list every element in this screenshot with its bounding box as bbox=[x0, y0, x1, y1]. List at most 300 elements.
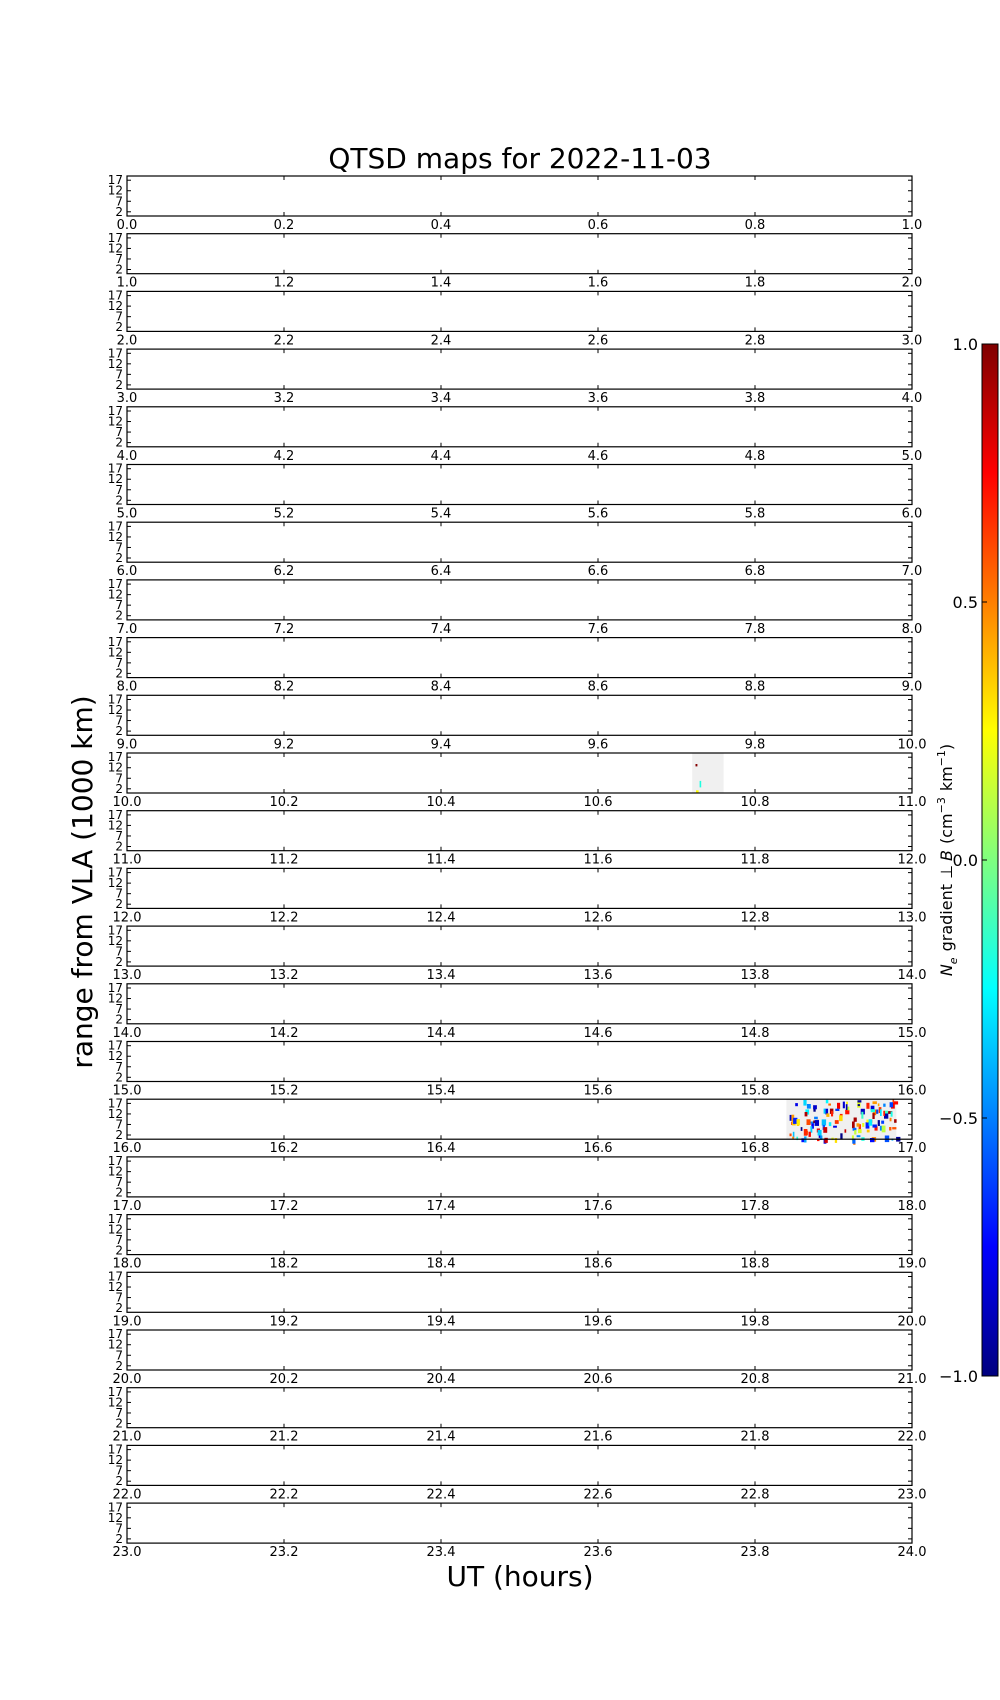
x-tick-label: 9.0 bbox=[116, 737, 138, 753]
x-tick-label: 1.6 bbox=[587, 275, 609, 291]
y-tick-label: 7 bbox=[115, 944, 123, 959]
cbar-grad: gradient ⊥ bbox=[937, 864, 956, 952]
heatmap-cell bbox=[892, 1127, 896, 1129]
panel-2-plot-area bbox=[127, 291, 912, 331]
x-tick-label: 11.0 bbox=[897, 795, 927, 810]
x-tick-label: 20.8 bbox=[740, 1372, 770, 1387]
heatmap-cell bbox=[869, 1119, 873, 1126]
x-tick-label: 2.2 bbox=[273, 333, 295, 349]
heatmap-cell bbox=[891, 1112, 893, 1117]
panel-8-plot-area bbox=[127, 638, 912, 678]
panel-14 bbox=[108, 981, 927, 1041]
heatmap-cell bbox=[824, 1138, 827, 1143]
heatmap-cell bbox=[871, 1109, 875, 1112]
y-tick-label: 7 bbox=[115, 367, 123, 382]
x-tick-label: 6.4 bbox=[430, 564, 452, 580]
y-tick-label: 7 bbox=[115, 886, 123, 901]
heatmap-cell bbox=[828, 1104, 831, 1106]
x-tick-label: 19.8 bbox=[740, 1314, 770, 1330]
heatmap-cell bbox=[824, 1109, 826, 1114]
y-tick-label: 2 bbox=[115, 320, 123, 335]
heatmap-cell bbox=[854, 1118, 857, 1122]
y-tick-label: 2 bbox=[115, 1358, 123, 1373]
x-tick-label: 3.0 bbox=[116, 391, 138, 407]
heatmap-cell bbox=[861, 1112, 863, 1119]
y-tick-label: 7 bbox=[115, 425, 123, 440]
x-tick-label: 16.2 bbox=[269, 1141, 299, 1157]
x-tick-label: 12.0 bbox=[112, 910, 142, 926]
heatmap-cell bbox=[866, 1120, 868, 1123]
y-tick-label: 12 bbox=[107, 1337, 123, 1352]
x-tick-label: 10.0 bbox=[112, 795, 142, 810]
heatmap-cell bbox=[894, 1119, 897, 1123]
y-tick-label: 2 bbox=[115, 1127, 123, 1142]
heatmap-cell bbox=[881, 1121, 884, 1124]
y-tick-label: 2 bbox=[115, 1243, 123, 1258]
x-tick-label: 15.6 bbox=[583, 1083, 613, 1099]
y-tick-label: 12 bbox=[107, 183, 123, 198]
x-tick-label: 13.6 bbox=[583, 968, 613, 984]
x-tick-label: 17.8 bbox=[740, 1198, 770, 1214]
x-tick-label: 20.4 bbox=[426, 1372, 456, 1387]
heatmap-cell bbox=[894, 1101, 898, 1104]
y-tick-label: 12 bbox=[107, 1106, 123, 1121]
heatmap-cell bbox=[839, 1115, 843, 1121]
y-tick-label: 2 bbox=[115, 724, 123, 739]
y-axis-label: range from VLA (1000 km) bbox=[66, 695, 99, 1069]
cbar-ne: N bbox=[937, 964, 956, 977]
x-tick-label: 2.4 bbox=[430, 333, 452, 349]
heatmap-cell bbox=[867, 1130, 870, 1133]
y-tick-label: 7 bbox=[115, 828, 123, 843]
x-tick-label: 15.0 bbox=[897, 1025, 927, 1041]
panel-17-plot-area bbox=[127, 1157, 912, 1197]
y-tick-label: 7 bbox=[115, 1232, 123, 1247]
panel-15 bbox=[108, 1039, 927, 1099]
panel-9-plot-area bbox=[127, 695, 912, 735]
x-axis-label: UT (hours) bbox=[446, 1560, 594, 1593]
heatmap-cell bbox=[883, 1104, 885, 1107]
x-tick-label: 10.6 bbox=[583, 795, 613, 810]
heatmap-cell bbox=[845, 1110, 849, 1114]
x-tick-label: 21.2 bbox=[269, 1429, 299, 1445]
heatmap-cell bbox=[873, 1101, 877, 1104]
y-tick-label: 17 bbox=[107, 461, 123, 476]
x-tick-label: 23.8 bbox=[740, 1545, 770, 1561]
x-tick-label: 19.6 bbox=[583, 1314, 613, 1330]
panel-11-plot-area bbox=[127, 811, 912, 851]
y-tick-label: 7 bbox=[115, 1463, 123, 1478]
x-tick-label: 13.0 bbox=[897, 910, 927, 926]
x-tick-label: 15.4 bbox=[426, 1083, 456, 1099]
panel-13 bbox=[108, 923, 927, 983]
x-tick-label: 17.2 bbox=[269, 1198, 299, 1214]
x-tick-label: 13.8 bbox=[740, 968, 770, 984]
heatmap-cell bbox=[833, 1126, 837, 1128]
heatmap-cell bbox=[792, 1137, 794, 1139]
y-tick-label: 2 bbox=[115, 1185, 123, 1200]
colorbar-tick-label: −0.5 bbox=[939, 1109, 978, 1128]
y-tick-label: 12 bbox=[107, 414, 123, 429]
y-tick-label: 17 bbox=[107, 577, 123, 592]
x-tick-label: 19.0 bbox=[897, 1256, 927, 1272]
panel-2 bbox=[108, 289, 923, 349]
x-tick-label: 19.4 bbox=[426, 1314, 456, 1330]
x-tick-label: 12.8 bbox=[740, 910, 770, 926]
heatmap-cell bbox=[858, 1100, 862, 1102]
x-tick-label: 5.0 bbox=[116, 506, 138, 522]
y-tick-label: 7 bbox=[115, 482, 123, 497]
y-tick-label: 17 bbox=[107, 1154, 123, 1169]
heatmap-cell bbox=[700, 781, 702, 788]
y-tick-label: 17 bbox=[107, 1269, 123, 1284]
y-tick-label: 7 bbox=[115, 1059, 123, 1074]
colorbar bbox=[935, 335, 998, 1386]
x-tick-label: 23.0 bbox=[112, 1545, 142, 1561]
cbar-bvec: B bbox=[937, 850, 956, 861]
x-tick-label: 6.8 bbox=[744, 564, 766, 580]
y-tick-label: 12 bbox=[107, 876, 123, 891]
y-tick-label: 7 bbox=[115, 1521, 123, 1536]
masked-background bbox=[692, 753, 723, 793]
panel-5 bbox=[108, 462, 923, 522]
y-tick-label: 17 bbox=[107, 1442, 123, 1457]
y-tick-label: 12 bbox=[107, 1280, 123, 1295]
x-tick-label: 19.2 bbox=[269, 1314, 299, 1330]
x-tick-label: 10.2 bbox=[269, 795, 299, 810]
y-tick-label: 12 bbox=[107, 1453, 123, 1468]
panel-23 bbox=[108, 1500, 927, 1560]
x-tick-label: 22.8 bbox=[740, 1487, 770, 1503]
panel-10-data-region-0 bbox=[692, 753, 723, 793]
heatmap-cell bbox=[872, 1113, 874, 1119]
heatmap-cell bbox=[854, 1130, 856, 1134]
y-tick-label: 17 bbox=[107, 1096, 123, 1111]
heatmap-cell bbox=[822, 1119, 826, 1125]
heatmap-cell bbox=[803, 1100, 806, 1106]
x-tick-label: 1.4 bbox=[430, 275, 452, 291]
panel-17 bbox=[108, 1154, 927, 1214]
x-tick-label: 23.2 bbox=[269, 1545, 299, 1561]
panel-3 bbox=[108, 346, 923, 406]
y-tick-label: 2 bbox=[115, 377, 123, 392]
x-tick-label: 12.6 bbox=[583, 910, 613, 926]
heatmap-cell bbox=[829, 1122, 832, 1126]
x-tick-label: 22.2 bbox=[269, 1487, 299, 1503]
y-tick-label: 7 bbox=[115, 1290, 123, 1305]
heatmap-cell bbox=[807, 1119, 811, 1125]
x-tick-label: 17.4 bbox=[426, 1198, 456, 1214]
y-tick-label: 7 bbox=[115, 251, 123, 266]
x-tick-label: 20.6 bbox=[583, 1372, 613, 1387]
x-tick-label: 5.6 bbox=[587, 506, 609, 522]
heatmap-cell bbox=[890, 1118, 892, 1122]
x-tick-label: 1.2 bbox=[273, 275, 295, 291]
x-tick-label: 8.6 bbox=[587, 679, 609, 695]
y-tick-label: 12 bbox=[107, 299, 123, 314]
x-tick-label: 1.0 bbox=[116, 275, 138, 291]
x-tick-label: 7.4 bbox=[430, 621, 452, 637]
heatmap-cell bbox=[819, 1136, 821, 1138]
heatmap-cell bbox=[797, 1119, 800, 1125]
heatmap-cell bbox=[826, 1100, 829, 1104]
x-tick-label: 22.6 bbox=[583, 1487, 613, 1503]
y-tick-label: 2 bbox=[115, 1070, 123, 1085]
x-tick-label: 8.4 bbox=[430, 679, 452, 695]
panel-14-plot-area bbox=[127, 984, 912, 1024]
y-tick-label: 2 bbox=[115, 262, 123, 277]
y-tick-label: 2 bbox=[115, 1531, 123, 1546]
y-tick-label: 17 bbox=[107, 346, 123, 361]
x-tick-label: 2.0 bbox=[901, 275, 923, 291]
x-tick-label: 0.4 bbox=[430, 218, 452, 233]
y-tick-label: 2 bbox=[115, 897, 123, 912]
y-tick-label: 2 bbox=[115, 204, 123, 219]
x-tick-label: 7.2 bbox=[273, 621, 295, 637]
x-tick-label: 20.0 bbox=[112, 1372, 142, 1387]
cbar-units: (cm bbox=[937, 813, 956, 845]
heatmap-cell bbox=[857, 1135, 861, 1137]
x-tick-label: 12.4 bbox=[426, 910, 456, 926]
panels bbox=[108, 173, 927, 1560]
x-tick-label: 3.8 bbox=[744, 391, 766, 407]
heatmap-cell bbox=[807, 1104, 811, 1109]
y-tick-label: 7 bbox=[115, 598, 123, 613]
x-tick-label: 15.8 bbox=[740, 1083, 770, 1099]
x-tick-label: 15.0 bbox=[112, 1083, 142, 1099]
x-tick-label: 17.0 bbox=[112, 1198, 142, 1214]
y-tick-label: 7 bbox=[115, 1348, 123, 1363]
x-tick-label: 14.6 bbox=[583, 1025, 613, 1041]
x-tick-label: 23.0 bbox=[897, 1487, 927, 1503]
x-tick-label: 16.4 bbox=[426, 1141, 456, 1157]
y-tick-label: 2 bbox=[115, 493, 123, 508]
x-tick-label: 22.0 bbox=[897, 1429, 927, 1445]
cbar-close: ) bbox=[937, 743, 956, 751]
panel-7-plot-area bbox=[127, 580, 912, 620]
heatmap-cell bbox=[813, 1105, 817, 1109]
x-tick-label: 8.8 bbox=[744, 679, 766, 695]
y-tick-label: 2 bbox=[115, 608, 123, 623]
x-tick-label: 16.0 bbox=[112, 1141, 142, 1157]
x-tick-label: 0.8 bbox=[744, 218, 766, 233]
y-tick-label: 17 bbox=[107, 807, 123, 822]
x-tick-label: 8.2 bbox=[273, 679, 295, 695]
x-tick-label: 4.0 bbox=[116, 448, 138, 464]
panel-22 bbox=[108, 1443, 927, 1503]
x-tick-label: 21.8 bbox=[740, 1429, 770, 1445]
heatmap-cell bbox=[880, 1109, 882, 1116]
y-tick-label: 17 bbox=[107, 1211, 123, 1226]
x-tick-label: 4.8 bbox=[744, 448, 766, 464]
y-tick-label: 17 bbox=[107, 1500, 123, 1515]
x-tick-label: 20.0 bbox=[897, 1314, 927, 1330]
y-tick-label: 12 bbox=[107, 933, 123, 948]
panel-10-plot-area bbox=[127, 753, 912, 793]
panel-4-plot-area bbox=[127, 407, 912, 447]
x-tick-label: 5.2 bbox=[273, 506, 295, 522]
y-tick-label: 17 bbox=[107, 1384, 123, 1399]
x-tick-label: 13.0 bbox=[112, 968, 142, 984]
heatmap-cell bbox=[823, 1127, 827, 1133]
x-tick-label: 17.6 bbox=[583, 1198, 613, 1214]
panel-3-plot-area bbox=[127, 349, 912, 389]
x-tick-label: 16.0 bbox=[897, 1083, 927, 1099]
panel-7 bbox=[108, 577, 923, 637]
heatmap-cell bbox=[818, 1130, 822, 1136]
x-tick-label: 2.0 bbox=[116, 333, 138, 349]
panel-16-data-region-0 bbox=[786, 1099, 900, 1145]
x-tick-label: 18.2 bbox=[269, 1256, 299, 1272]
y-tick-label: 17 bbox=[107, 634, 123, 649]
y-tick-label: 2 bbox=[115, 666, 123, 681]
y-tick-label: 2 bbox=[115, 1012, 123, 1027]
y-tick-label: 12 bbox=[107, 472, 123, 487]
x-tick-label: 3.4 bbox=[430, 391, 452, 407]
panel-18 bbox=[108, 1212, 927, 1272]
x-tick-label: 10.4 bbox=[426, 795, 456, 810]
x-tick-label: 2.8 bbox=[744, 333, 766, 349]
heatmap-cell bbox=[801, 1127, 803, 1131]
panel-15-plot-area bbox=[127, 1042, 912, 1082]
heatmap-cell bbox=[873, 1125, 877, 1128]
panel-21 bbox=[108, 1385, 927, 1445]
heatmap-cell bbox=[696, 764, 698, 766]
heatmap-cell bbox=[814, 1117, 818, 1120]
y-tick-label: 12 bbox=[107, 1510, 123, 1525]
x-tick-label: 21.0 bbox=[897, 1372, 927, 1387]
y-tick-label: 7 bbox=[115, 1002, 123, 1017]
heatmap-cell bbox=[835, 1120, 839, 1124]
x-tick-label: 7.0 bbox=[901, 564, 923, 580]
y-tick-label: 12 bbox=[107, 1222, 123, 1237]
y-tick-label: 7 bbox=[115, 1117, 123, 1132]
panel-18-plot-area bbox=[127, 1215, 912, 1255]
colorbar-tick-label: 1.0 bbox=[952, 335, 978, 354]
y-tick-label: 7 bbox=[115, 771, 123, 786]
y-tick-label: 7 bbox=[115, 309, 123, 324]
x-tick-label: 15.2 bbox=[269, 1083, 299, 1099]
panel-10 bbox=[108, 750, 927, 810]
heatmap-cell bbox=[790, 1115, 792, 1121]
panel-5-plot-area bbox=[127, 465, 912, 505]
heatmap-cell bbox=[878, 1120, 880, 1126]
x-tick-label: 5.4 bbox=[430, 506, 452, 522]
heatmap-cell bbox=[889, 1127, 891, 1131]
x-tick-label: 7.6 bbox=[587, 621, 609, 637]
x-tick-label: 6.0 bbox=[116, 564, 138, 580]
y-tick-label: 7 bbox=[115, 713, 123, 728]
y-tick-label: 12 bbox=[107, 818, 123, 833]
y-tick-label: 12 bbox=[107, 529, 123, 544]
heatmap-cell bbox=[862, 1123, 864, 1127]
panel-13-plot-area bbox=[127, 926, 912, 966]
y-tick-label: 2 bbox=[115, 550, 123, 565]
x-tick-label: 11.4 bbox=[426, 852, 456, 868]
y-tick-label: 7 bbox=[115, 1405, 123, 1420]
x-tick-label: 13.2 bbox=[269, 968, 299, 984]
x-tick-label: 22.0 bbox=[112, 1487, 142, 1503]
colorbar-tick-label: −1.0 bbox=[939, 1367, 978, 1386]
y-tick-label: 7 bbox=[115, 655, 123, 670]
x-tick-label: 19.0 bbox=[112, 1314, 142, 1330]
x-tick-label: 18.4 bbox=[426, 1256, 456, 1272]
cbar-ne-sub: e bbox=[947, 957, 960, 965]
y-tick-label: 17 bbox=[107, 230, 123, 245]
y-tick-label: 12 bbox=[107, 1164, 123, 1179]
y-tick-label: 17 bbox=[107, 1327, 123, 1342]
x-tick-label: 1.8 bbox=[744, 275, 766, 291]
heatmap-cell bbox=[890, 1102, 893, 1107]
y-tick-label: 17 bbox=[107, 173, 123, 188]
x-tick-label: 23.4 bbox=[426, 1545, 456, 1561]
panel-6-plot-area bbox=[127, 522, 912, 562]
y-tick-label: 12 bbox=[107, 703, 123, 718]
y-tick-label: 12 bbox=[107, 645, 123, 660]
x-tick-label: 9.8 bbox=[744, 737, 766, 753]
panel-19 bbox=[108, 1270, 927, 1330]
panel-9 bbox=[108, 693, 927, 753]
heatmap-cell bbox=[835, 1109, 839, 1111]
y-tick-label: 2 bbox=[115, 954, 123, 969]
x-tick-label: 0.6 bbox=[587, 218, 609, 233]
x-tick-label: 8.0 bbox=[901, 621, 923, 637]
y-tick-label: 2 bbox=[115, 781, 123, 796]
x-tick-label: 14.4 bbox=[426, 1025, 456, 1041]
panel-0 bbox=[108, 173, 923, 233]
x-tick-label: 5.0 bbox=[901, 448, 923, 464]
x-tick-label: 2.6 bbox=[587, 333, 609, 349]
heatmap-cell bbox=[843, 1102, 845, 1109]
x-tick-label: 14.0 bbox=[897, 968, 927, 984]
x-tick-label: 9.0 bbox=[901, 679, 923, 695]
x-tick-label: 13.4 bbox=[426, 968, 456, 984]
x-tick-label: 11.2 bbox=[269, 852, 299, 868]
heatmap-cell bbox=[858, 1129, 862, 1133]
x-tick-label: 14.0 bbox=[112, 1025, 142, 1041]
panel-6 bbox=[108, 519, 923, 579]
panel-1 bbox=[108, 231, 923, 291]
heatmap-cell bbox=[837, 1103, 840, 1109]
heatmap-cell bbox=[866, 1103, 869, 1109]
x-tick-label: 4.0 bbox=[901, 391, 923, 407]
x-tick-label: 11.6 bbox=[583, 852, 613, 868]
heatmap-cell bbox=[882, 1126, 886, 1133]
y-tick-label: 17 bbox=[107, 288, 123, 303]
y-tick-label: 12 bbox=[107, 241, 123, 256]
colorbar-tick-label: 0.5 bbox=[952, 593, 978, 612]
heatmap-cell bbox=[878, 1103, 880, 1106]
heatmap-cell bbox=[831, 1111, 833, 1116]
heatmap-cell bbox=[846, 1104, 848, 1110]
y-tick-label: 2 bbox=[115, 1416, 123, 1431]
x-tick-label: 6.0 bbox=[901, 506, 923, 522]
x-tick-label: 14.8 bbox=[740, 1025, 770, 1041]
x-tick-label: 16.8 bbox=[740, 1141, 770, 1157]
y-tick-label: 17 bbox=[107, 404, 123, 419]
y-tick-label: 17 bbox=[107, 519, 123, 534]
x-tick-label: 7.8 bbox=[744, 621, 766, 637]
x-tick-label: 0.0 bbox=[116, 218, 138, 233]
y-tick-label: 7 bbox=[115, 194, 123, 209]
heatmap-cell bbox=[883, 1111, 885, 1116]
heatmap-cell bbox=[804, 1129, 808, 1136]
heatmap-cell bbox=[852, 1122, 855, 1129]
heatmap-cell bbox=[795, 1103, 798, 1106]
x-tick-label: 4.4 bbox=[430, 448, 452, 464]
y-tick-label: 17 bbox=[107, 981, 123, 996]
x-tick-label: 4.6 bbox=[587, 448, 609, 464]
